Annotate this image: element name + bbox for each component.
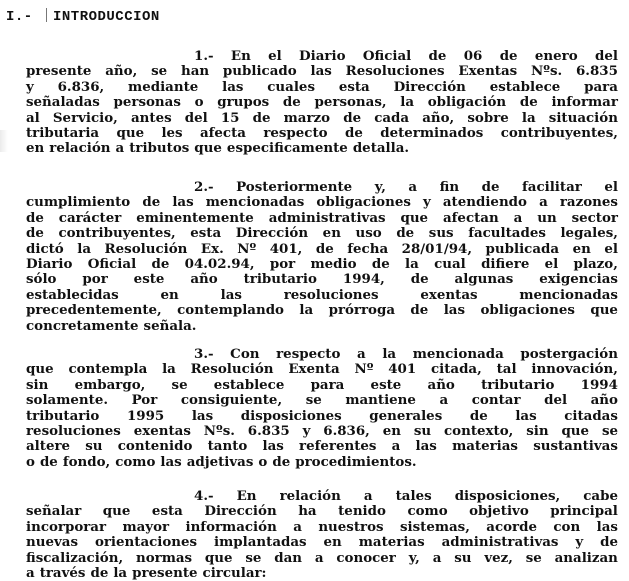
scan-smudge: [0, 130, 8, 152]
paragraph-line: 2.- Posteriormente y, a fin de facilitar el: [194, 179, 618, 195]
paragraph-line: establecidas en las resoluciones exentas mencionadas: [26, 286, 618, 303]
paragraph-line: tributaria que les afecta respecto de determinados contribuyentes,: [26, 125, 618, 142]
paragraph-line: presente año, se han publicado las Resoluciones Exentas Nºs. 6.835: [26, 63, 618, 80]
paragraph-2: [26, 180, 618, 334]
section-number: I.-: [6, 9, 33, 25]
scan-mark: [46, 8, 47, 22]
paragraph-line: resoluciones exentas Nºs. 6.835 y 6.836, en su contexto, sin que se: [26, 423, 618, 440]
paragraph-line: o de fondo, como las adjetivas o de procedimientos.: [26, 453, 417, 470]
paragraph-line: incorporar mayor información a nuestros sistemas, acorde con las: [26, 518, 618, 535]
section-title: INTRODUCCION: [53, 9, 160, 25]
paragraph-line: cumplimiento de las mencionadas obligaciones y atendiendo a razones: [26, 194, 618, 211]
paragraph-line: a través de la presente circular:: [26, 565, 267, 581]
paragraph-line: señaladas personas o grupos de personas, la obligación de informar: [26, 94, 618, 111]
paragraph-line: tributario 1995 las disposiciones generales de las citadas: [26, 407, 618, 424]
paragraph-line: señalar que esta Dirección ha tenido como objetivo principal: [26, 503, 618, 520]
paragraph-line: fiscalización, normas que se dan a conocer y, a su vez, se analizan: [26, 549, 618, 566]
paragraph-line: solamente. Por consiguiente, se mantiene a contar del año: [26, 392, 618, 409]
paragraph-line: sin embargo, se establece para este año tributario 1994: [26, 376, 618, 393]
paragraph-line: precedentemente, contemplando la prórroga de las obligaciones que: [26, 302, 618, 319]
paragraph-line: al Servicio, antes del 15 de marzo de cada año, sobre la situación: [26, 109, 618, 126]
paragraph-line: y 6.836, mediante las cuales esta Dirección establece para: [26, 78, 618, 95]
paragraph-line: concretamente señala.: [26, 317, 197, 334]
paragraph-line: dictó la Resolución Ex. Nº 401, de fecha 28/01/94, publicada en el: [26, 240, 618, 257]
paragraph-3: [26, 347, 618, 470]
paragraph-line: Diario Oficial de 04.02.94, por medio de la cual difiere el plazo,: [26, 256, 618, 273]
paragraph-line: en relación a tributos que especificamente detalla.: [26, 140, 410, 157]
paragraph-line: que contempla la Resolución Exenta Nº 401 citada, tal innovación,: [26, 361, 618, 378]
paragraph-line: 1.- En el Diario Oficial de 06 de enero del: [194, 48, 618, 64]
paragraph-line: 3.- Con respecto a la mencionada postergación: [194, 346, 618, 362]
paragraph-line: 4.- En relación a tales disposiciones, cabe: [194, 488, 618, 504]
paragraph-line: altere su contenido tanto las referentes a las materias sustantivas: [26, 438, 618, 455]
paragraph-line: de contribuyentes, esta Dirección en uso de sus facultades legales,: [26, 225, 618, 242]
paragraph-line: de carácter eminentemente administrativas que afectan a un sector: [26, 209, 618, 226]
paragraph-4: [26, 489, 618, 581]
paragraph-line: nuevas orientaciones implantadas en materias administrativas y de: [26, 534, 618, 551]
paragraph-line: sólo por este año tributario 1994, de algunas exigencias: [26, 271, 618, 288]
section-heading: [6, 8, 160, 25]
paragraph-1: [26, 49, 618, 157]
